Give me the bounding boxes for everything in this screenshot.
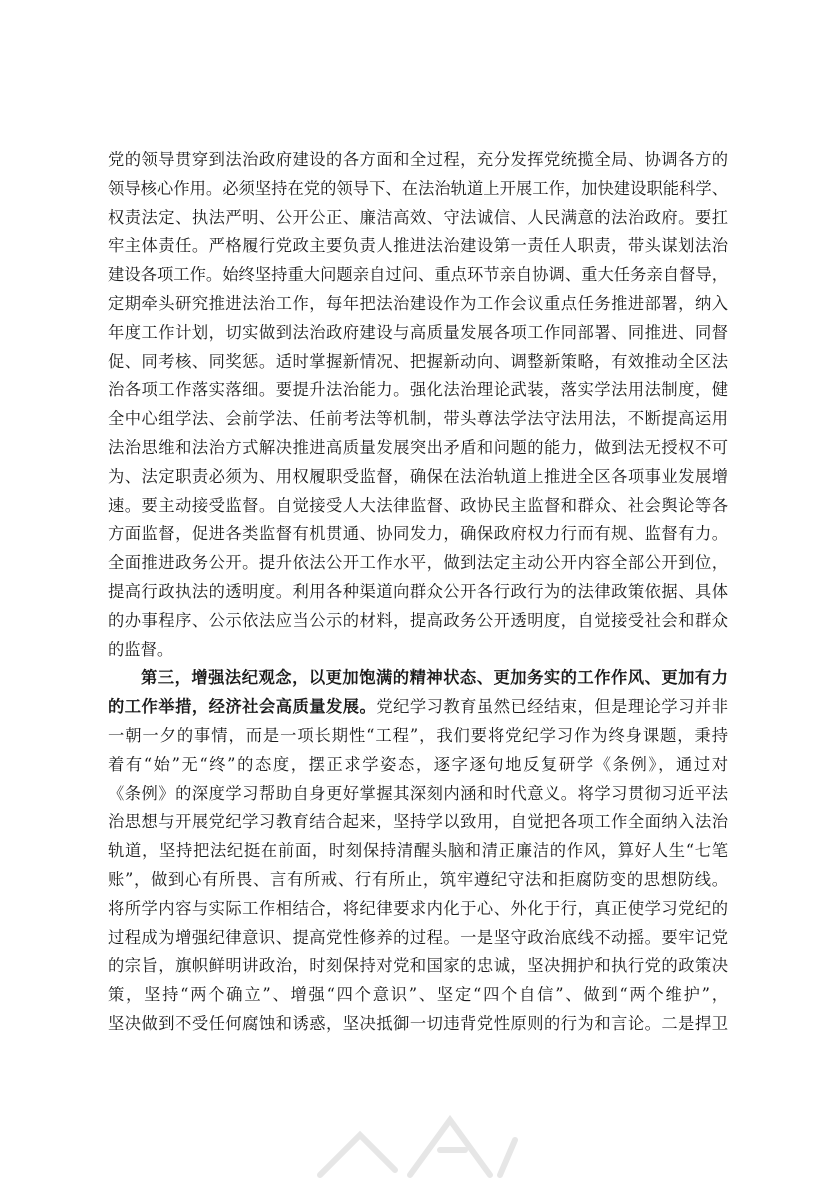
text-line: 的宗旨，旗帜鲜明讲政治，时刻保持对党和国家的忠诚，坚决拥护和执行党的政策决	[108, 956, 728, 976]
text-line: 权责法定、执法严明、公开公正、廉洁高效、守法诚信、人民满意的法治政府。要扛	[108, 207, 728, 227]
paragraph-1	[108, 146, 728, 664]
text-line: 的监督。	[108, 639, 174, 659]
text-line: 的办事程序、公示依法应当公示的材料，提高政务公开透明度，自觉接受社会和群众	[108, 610, 728, 630]
text-line: 速。要主动接受监督。自觉接受人大法律监督、政协民主监督和群众、社会舆论等各	[108, 495, 728, 515]
text-line: 提高行政执法的透明度。利用各种渠道向群众公开各行政行为的法律政策依据、具体	[108, 581, 728, 601]
text-line: 将所学内容与实际工作相结合，将纪律要求内化于心、外化于行，真正使学习党纪的	[108, 898, 728, 918]
text-line	[108, 693, 728, 722]
text-line: 着有“始”无“终”的态度，摆正求学姿态，逐字逐句地反复研学《条例》，通过对	[108, 754, 728, 774]
text-line: 年度工作计划，切实做到法治政府建设与高质量发展各项工作同部署、同推进、同督	[108, 322, 728, 342]
watermark-logo	[300, 1080, 530, 1180]
text-line: 法治思维和法治方式解决推进高质量发展突出矛盾和问题的能力，做到法无授权不可	[108, 437, 728, 457]
text-line: 坚决做到不受任何腐蚀和诱惑，坚决抵御一切违背党性原则的行为和言论。二是捍卫	[108, 1013, 728, 1033]
text-line: 账”，做到心有所畏、言有所戒、行有所止，筑牢遵纪守法和拒腐防变的思想防线。	[108, 869, 728, 889]
paragraph-2	[108, 664, 728, 1038]
text-line: 轨道，坚持把法纪挺在前面，时刻保持清醒头脑和清正廉洁的作风，算好人生“七笔	[108, 841, 728, 861]
text-line: 方面监督，促进各类监督有机贯通、协同发力，确保政府权力行而有规、监督有力。	[108, 524, 728, 544]
text-line: 牢主体责任。严格履行党政主要负责人推进法治建设第一责任人职责，带头谋划法治	[108, 236, 728, 256]
text-line: 《条例》的深度学习帮助自身更好掌握其深刻内涵和时代意义。将学习贯彻习近平法	[108, 783, 728, 803]
watermark-strokes	[320, 1120, 515, 1175]
text-line: 建设各项工作。始终坚持重大问题亲自过问、重点环节亲自协调、重大任务亲自督导，	[108, 265, 728, 285]
text-segment: 党纪学习教育虽然已经结束，但是理论学习并非	[376, 697, 728, 717]
text-line: 全面推进政务公开。提升依法公开工作水平，做到法定主动公开内容全部公开到位，	[108, 553, 728, 573]
section-heading-end: 的工作举措，经济社会高质量发展。	[108, 697, 377, 717]
text-line: 党的领导贯穿到法治政府建设的各方面和全过程，充分发挥党统揽全局、协调各方的	[108, 150, 728, 169]
text-line: 定期牵头研究推进法治工作，每年把法治建设作为工作会议重点任务推进部署，纳入	[108, 293, 728, 313]
text-line: 全中心组学法、会前学法、任前考法等机制，带头尊法学法守法用法，不断提高运用	[108, 409, 728, 429]
text-line: 领导核心作用。必须坚持在党的领导下、在法治轨道上开展工作，加快建设职能科学、	[108, 178, 728, 198]
text-line: 促、同考核、同奖惩。适时掌握新情况、把握新动向、调整新策略，有效推动全区法	[108, 351, 728, 371]
text-line: 治各项工作落实落细。要提升法治能力。强化法治理论武装，落实学法用法制度，健	[108, 380, 728, 400]
text-line: 策，坚持“两个确立”、增强“四个意识”、坚定“四个自信”、做到“两个维护”，	[108, 985, 728, 1005]
document-body	[108, 146, 728, 1039]
text-line: 治思想与开展党纪学习教育结合起来，坚持学以致用，自觉把各项工作全面纳入法治	[108, 812, 728, 832]
text-line: 过程成为增强纪律意识、提高党性修养的过程。一是坚守政治底线不动摇。要牢记党	[108, 927, 728, 947]
text-line: 为、法定职责必须为、用权履职受监督，确保在法治轨道上推进全区各项事业发展增	[108, 466, 728, 486]
text-line: 一朝一夕的事情，而是一项长期性“工程”，我们要将党纪学习作为终身课题，秉持	[108, 725, 728, 745]
section-heading-line: 第三，增强法纪观念，以更加饱满的精神状态、更加务实的工作作风、更加有力	[141, 668, 728, 688]
